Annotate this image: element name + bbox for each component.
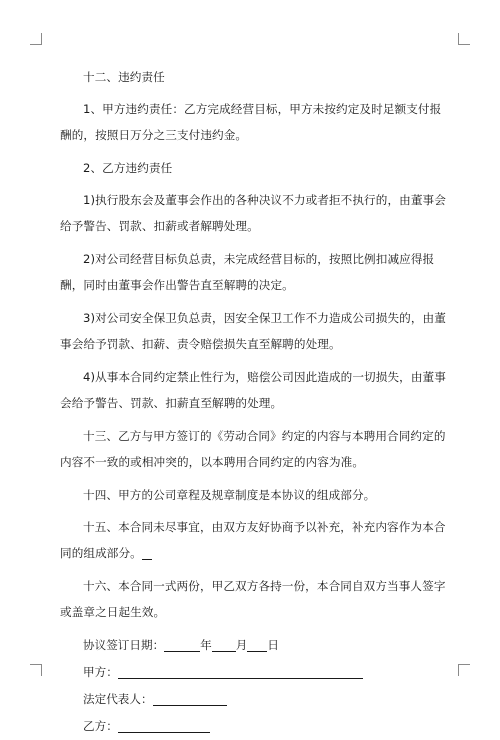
section-15-blank xyxy=(142,546,152,560)
party-b-label: 乙方： xyxy=(83,719,118,733)
clause-b-item-1: 1)执行股东会及董事会作出的各种决议不力或者拒不执行的，由董事会给予警告、罚款、扣薪或者解聘处理。 xyxy=(60,193,446,233)
section-heading-12: 十二、违约责任 xyxy=(83,70,165,84)
sign-day-blank xyxy=(247,638,267,652)
sign-date-line xyxy=(60,632,450,659)
section-16: 十六、本合同一式两份，甲乙双方各持一份，本合同自双方当事人签字或盖章之日起生效。 xyxy=(60,579,446,619)
crop-mark-top-right xyxy=(458,33,470,45)
crop-mark-top-left xyxy=(30,33,42,45)
party-a-line xyxy=(60,659,450,686)
party-b-blank xyxy=(118,719,210,733)
party-a-label: 甲方： xyxy=(83,665,118,679)
sign-month-label: 月 xyxy=(235,638,248,652)
section-15-text: 十五、本合同未尽事宜，由双方友好协商予以补充，补充内容作为本合同的组成部分。 xyxy=(60,520,446,560)
clause-party-b-liability-heading: 2、乙方违约责任 xyxy=(83,161,173,175)
section-13: 十三、乙方与甲方签订的《劳动合同》约定的内容与本聘用合同约定的内容不一致的或相冲突的，以本聘用合同约定的内容为准。 xyxy=(60,429,446,469)
clause-b-item-2: 2)对公司经营目标负总责，未完成经营目标的，按照比例扣减应得报酬，同时由董事会作出警告直至解聘的决定。 xyxy=(60,252,435,292)
legal-rep-blank xyxy=(153,692,227,706)
party-a-blank xyxy=(118,665,363,679)
sign-year-blank xyxy=(164,638,200,652)
sign-day-label: 日 xyxy=(267,638,279,652)
legal-rep-line xyxy=(60,686,450,713)
section-15 xyxy=(60,514,450,566)
crop-mark-bottom-right xyxy=(458,664,470,676)
clause-b-item-3: 3)对公司安全保卫负总责，因安全保卫工作不力造成公司损失的，由董事会给予罚款、扣薪、责令赔偿损失直至解聘的处理。 xyxy=(60,311,446,351)
section-14: 十四、甲方的公司章程及规章制度是本协议的组成部分。 xyxy=(83,488,376,502)
document-body xyxy=(60,64,450,740)
crop-mark-bottom-left xyxy=(30,664,42,676)
clause-b-item-4: 4)从事本合同约定禁止性行为，赔偿公司因此造成的一切损失，由董事会给予警告、罚款、扣薪直至解聘的处理。 xyxy=(60,370,446,410)
sign-date-label: 协议签订日期： xyxy=(83,638,165,652)
clause-party-a-liability: 1、甲方违约责任：乙方完成经营目标，甲方未按约定及时足额支付报酬的，按照日万分之三支付违约金。 xyxy=(60,102,442,142)
legal-rep-label: 法定代表人： xyxy=(83,692,153,706)
sign-year-label: 年 xyxy=(200,638,212,652)
party-b-line xyxy=(60,713,450,740)
sign-month-blank xyxy=(212,638,236,652)
